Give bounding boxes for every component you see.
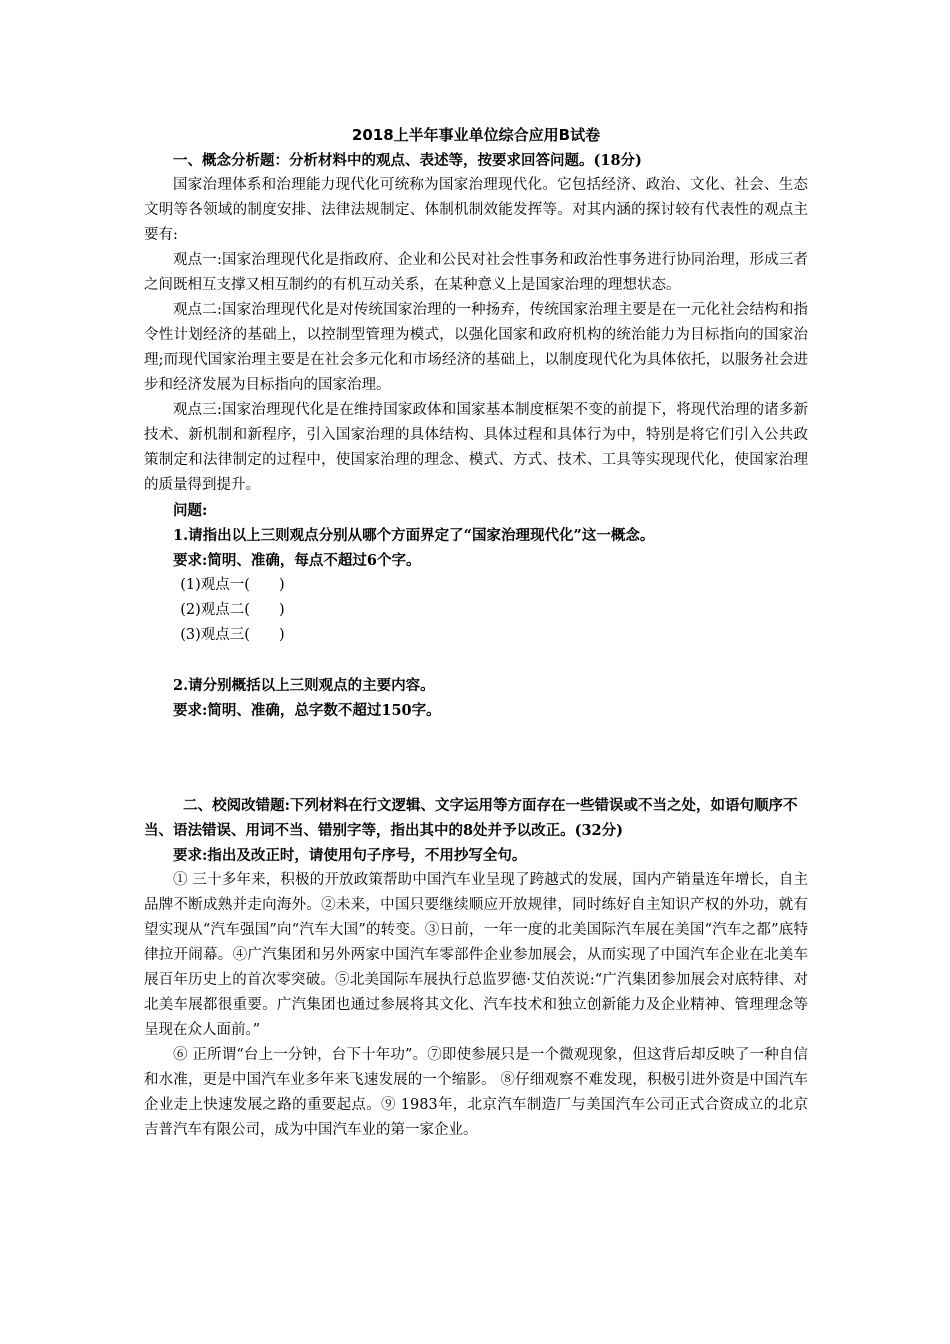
answer-item-2: (2)观点二( ): [180, 602, 285, 618]
part1-heading: 一、概念分析题：分析材料中的观点、表述等，按要求回答问题。(18分): [173, 152, 642, 169]
question-2: 2.请分别概括以上三则观点的主要内容。: [173, 677, 435, 694]
question-1: 1.请指出以上三则观点分别从哪个方面界定了“国家治理现代化”这一概念。: [173, 527, 655, 544]
part1-view2: 观点二:国家治理现代化是对传统国家治理的一种扬弃，传统国家治理主要是在一元化社会结构和指令性计划经济的基础上，以控制型管理为模式，以强化国家和政府机构的统治能力为目标指向的国家治理;而现代国家治理主要是在社会多元化和市场经济的基础上，以制度现代化为具体依托，以服务社会进步和经济发展为目标指向的国家治理。: [144, 302, 808, 393]
part1-view3: 观点三:国家治理现代化是在维持国家政体和国家基本制度框架不变的前提下，将现代治理的诸多新技术、新机制和新程序，引入国家治理的具体结构、具体过程和具体行为中，特别是将它们引入公共政策制定和法律制定的过程中，使国家治理的理念、模式、方式、技术、工具等实现现代化，使国家治理的质量得到提升。: [144, 402, 808, 493]
page-title: 2018上半年事业单位综合应用B试卷: [351, 126, 601, 144]
part1-view1: 观点一:国家治理现代化是指政府、企业和公民对社会性事务和政治性事务进行协同治理，形成三者之间既相互支撑又相互制约的有机互动关系，在某种意义上是国家治理的理想状态。: [144, 252, 808, 293]
part2-heading: 二、校阅改错题:下列材料在行文逻辑、文字运用等方面存在一些错误或不当之处，如语句顺序不当、语法错误、用词不当、错别字等，指出其中的8处并予以改正。(32分): [144, 797, 798, 839]
question-label: 问题:: [173, 502, 208, 519]
part2-paragraph-2: ⑥ 正所谓“台上一分钟，台下十年功”。⑦即使参展只是一个微观现象，但这背后却反映了一种自信和水准，更是中国汽车业多年来飞速发展的一个缩影。 ⑧仔细观察不难发现，积极引进外资是中国汽车企业走上快速发展之路的重要起点。⑨ 1983年，北京汽车制造厂与美国汽车公司正式合资成立的北京吉普汽车有限公司，成为中国汽车业的第一家企业。: [144, 1047, 808, 1138]
question-1-requirement: 要求:简明、准确，每点不超过6个字。: [173, 552, 421, 569]
part2-requirement: 要求:指出及改正时，请使用句子序号，不用抄写全句。: [173, 847, 527, 864]
question-2-requirement: 要求:简明、准确，总字数不超过150字。: [173, 702, 441, 719]
spacer: [144, 723, 808, 793]
exam-page: [144, 122, 808, 1143]
answer-item-3: (3)观点三( ): [180, 627, 285, 643]
answer-item-1: (1)观点一( ): [180, 577, 285, 593]
part2-paragraph-1: ① 三十多年来，积极的开放政策帮助中国汽车业呈现了跨越式的发展，国内产销量连年增长，自主品牌不断成熟并走向海外。②未来，中国只要继续顺应开放规律，同时练好自主知识产权的外功，就有望实现从“汽车强国”向“汽车大国”的转变。③日前，一年一度的北美国际汽车展在美国“汽车之都”底特律拉开闹幕。④广汽集团和另外两家中国汽车零部件企业参加展会，从而实现了中国汽车企业在北美车展百年历史上的首次零突破。⑤北美国际车展执行总监罗德·艾伯茨说:“广汽集团参加展会对底特律、对北美车展都很重要。广汽集团也通过参展将其文化、汽车技术和独立创新能力及企业精神、管理理念等呈现在众人面前。”: [144, 872, 808, 1038]
spacer: [144, 648, 808, 673]
part1-intro: 国家治理体系和治理能力现代化可统称为国家治理现代化。它包括经济、政治、文化、社会、生态文明等各领域的制度安排、法律法规制定、体制机制效能发挥等。对其内涵的探讨较有代表性的观点主要有:: [144, 177, 808, 243]
